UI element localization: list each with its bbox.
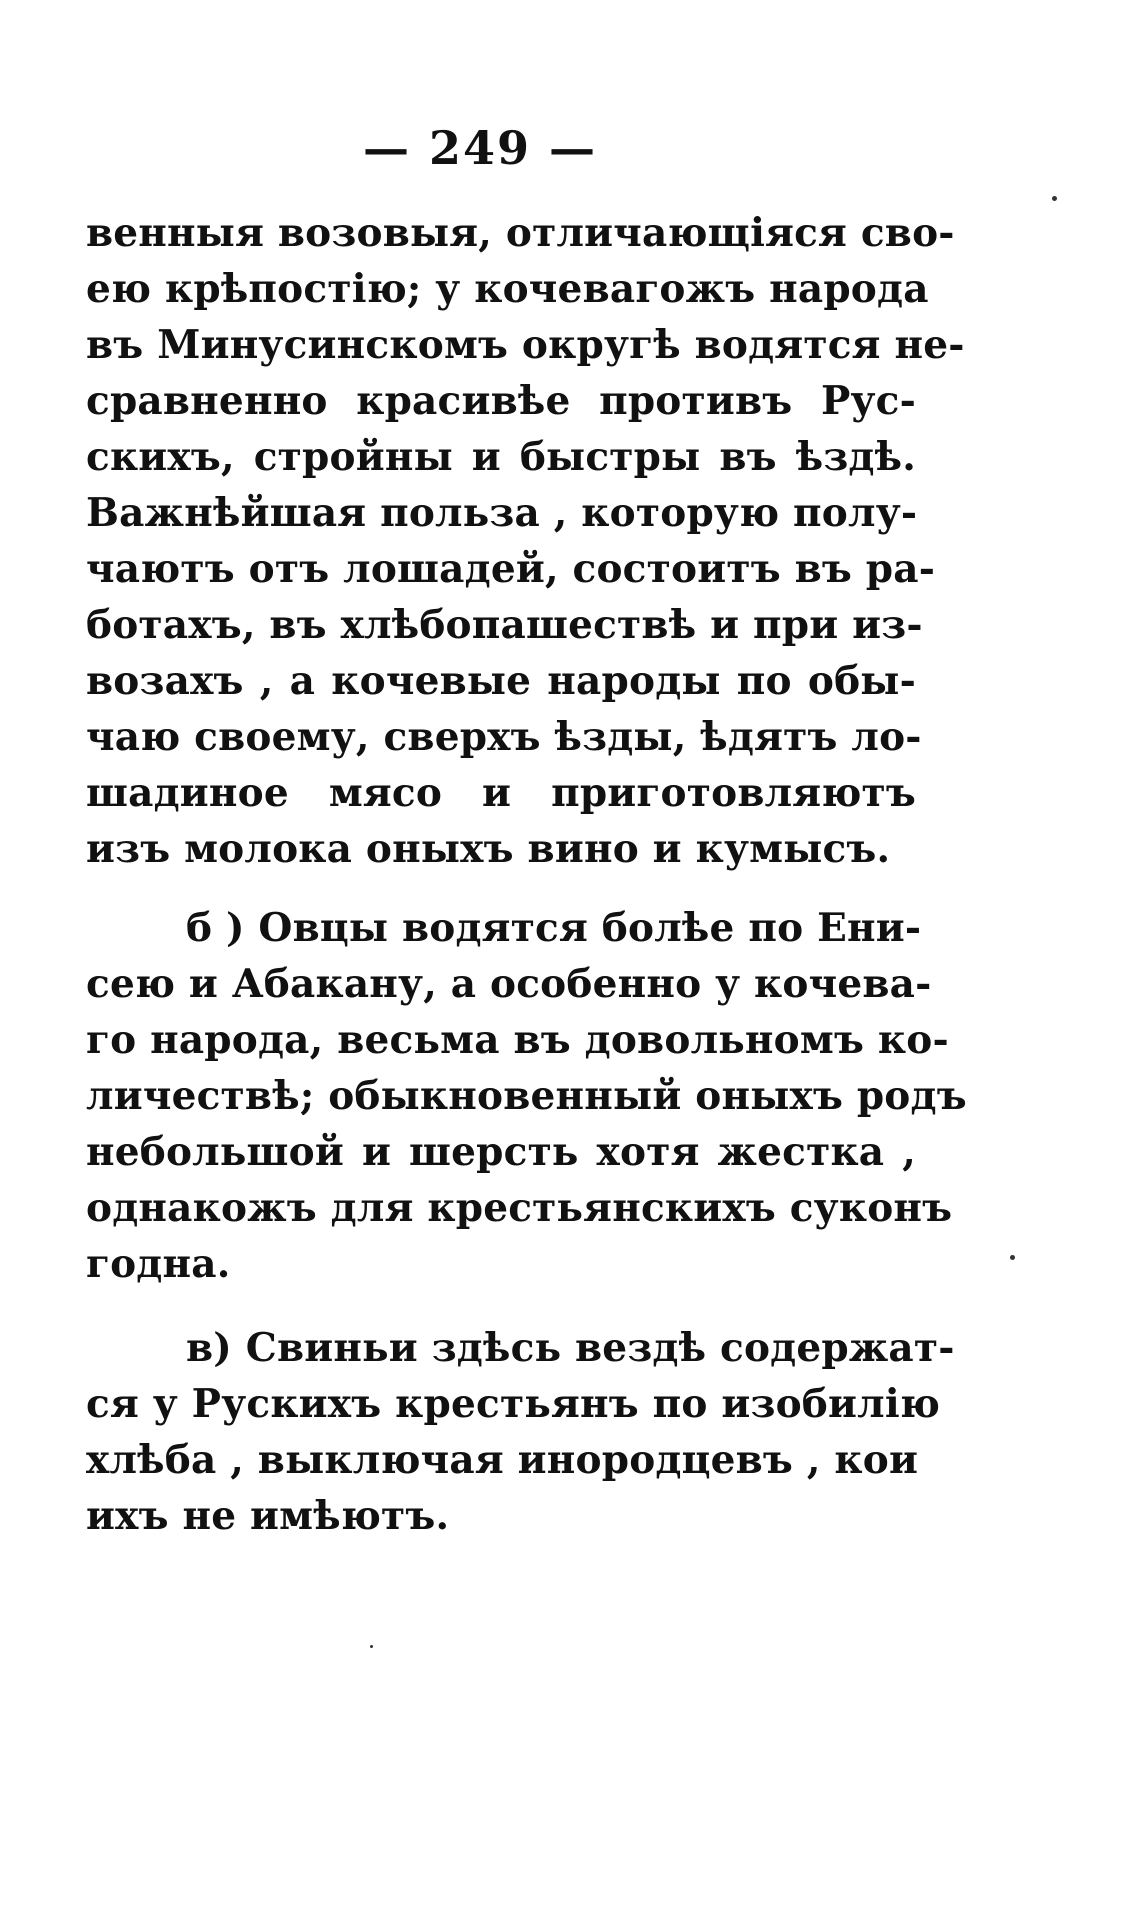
text-line: годна. xyxy=(86,1241,231,1287)
text-line: небольшой и шерсть хотя жестка , xyxy=(86,1129,916,1175)
text-line: б ) Овцы водятся болѣе по Ени- xyxy=(186,905,922,951)
text-line: сравненно красивѣе противъ Рус- xyxy=(86,378,916,424)
text-line: сею и Абакану, а особенно у кочева- xyxy=(86,961,932,1007)
text-line: венныя возовыя, отличающіяся сво- xyxy=(86,210,955,256)
paragraph-sheep xyxy=(86,900,967,1292)
paper-speck xyxy=(370,1645,373,1648)
text-line: ся у Рускихъ крестьянъ по изобилію xyxy=(86,1381,941,1427)
text-line: ихъ не имѣютъ. xyxy=(86,1493,450,1539)
text-line: го народа, весьма въ довольномъ ко- xyxy=(86,1017,949,1063)
paragraph-pigs xyxy=(86,1320,955,1544)
text-line: ботахъ, въ хлѣбопашествѣ и при из- xyxy=(86,602,923,648)
paragraph-horses xyxy=(86,205,965,877)
paper-speck xyxy=(1010,1255,1015,1260)
text-line: возахъ , а кочевые народы по обы- xyxy=(86,658,916,704)
text-line: в) Свиньи здѣсь вездѣ содержат- xyxy=(186,1325,955,1371)
text-line: хлѣба , выключая инородцевъ , кои xyxy=(86,1437,919,1483)
text-line: личествѣ; обыкновенный оныхъ родъ xyxy=(86,1073,967,1119)
text-line: ею крѣпостію; у кочевагожъ народа xyxy=(86,266,929,312)
page-number: — 249 — xyxy=(362,121,598,175)
text-line: чаютъ отъ лошадей, состоитъ въ ра- xyxy=(86,546,936,592)
text-line: шадиное мясо и приготовляютъ xyxy=(86,770,916,816)
text-line: изъ молока оныхъ вино и кумысъ. xyxy=(86,826,891,872)
text-line: однакожъ для крестьянскихъ суконъ xyxy=(86,1185,953,1231)
paper-speck xyxy=(1052,196,1057,201)
text-line: чаю своему, сверхъ ѣзды, ѣдятъ ло- xyxy=(86,714,922,760)
text-line: скихъ, стройны и быстры въ ѣздѣ. xyxy=(86,434,916,480)
text-line: въ Минусинскомъ округѣ водятся не- xyxy=(86,322,965,368)
text-line: Важнѣйшая польза , которую полу- xyxy=(86,490,918,536)
